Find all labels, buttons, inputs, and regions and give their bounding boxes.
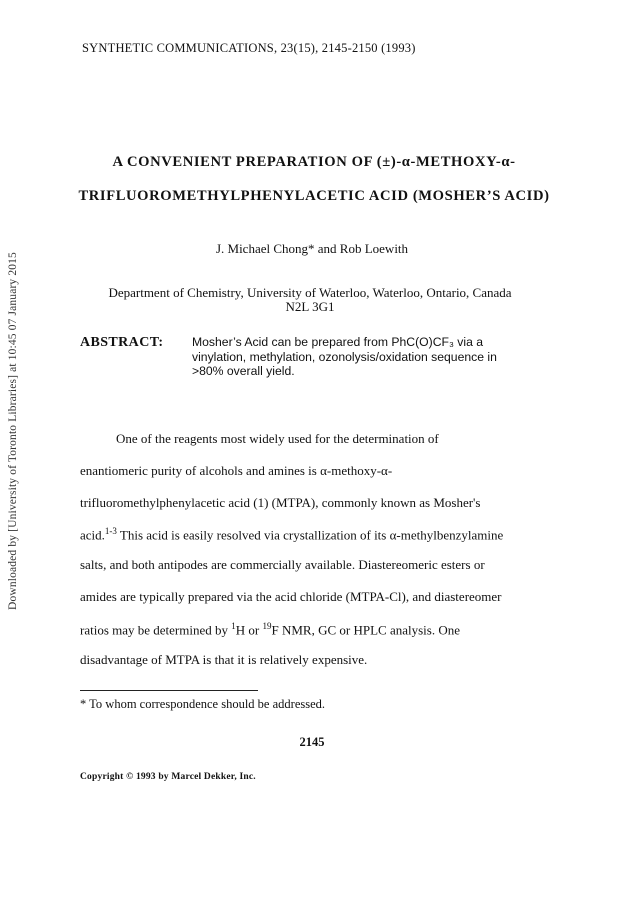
footnote-divider	[80, 690, 258, 691]
body-text: ratios may be determined by	[80, 622, 232, 638]
footnote: * To whom correspondence should be addressed.	[80, 697, 326, 711]
body-text: acid.	[80, 527, 105, 543]
body-line-3: trifluoromethylphenylacetic acid (1) (MTPA), commonly known as Mosher's	[80, 495, 481, 510]
journal-header: SYNTHETIC COMMUNICATIONS, 23(15), 2145-2150 (1993)	[82, 41, 416, 55]
isotope-superscript: 1	[231, 621, 236, 631]
body-line-1: One of the reagents most widely used for the determination of	[116, 431, 439, 446]
page-number: 2145	[299, 735, 325, 749]
body-line-8: disadvantage of MTPA is that it is relatively expensive.	[80, 652, 368, 667]
isotope-superscript: 19	[262, 621, 272, 631]
body-line-2: enantiomeric purity of alcohols and amines is α-methoxy-α-	[80, 463, 393, 478]
body-line-4	[80, 526, 550, 543]
title-line-1: A CONVENIENT PREPARATION OF (±)-α-METHOXY-α-	[112, 154, 516, 170]
authors: J. Michael Chong* and Rob Loewith	[215, 241, 409, 256]
body-line-7	[80, 621, 550, 638]
abstract-line-2: vinylation, methylation, ozonolysis/oxidation sequence in	[192, 349, 497, 364]
copyright: Copyright © 1993 by Marcel Dekker, Inc.	[80, 772, 256, 782]
download-watermark: Downloaded by [University of Toronto Libraries] at 10:45 07 January 2015	[7, 252, 19, 610]
affiliation-line-2: N2L 3G1	[285, 299, 335, 314]
body-line-5: salts, and both antipodes are commercially available. Diastereomeric esters or	[80, 557, 485, 572]
body-line-6: amides are typically prepared via the acid chloride (MTPA-Cl), and diastereomer	[80, 589, 502, 604]
abstract-line-3: >80% overall yield.	[192, 364, 295, 378]
reference-superscript: 1-3	[104, 526, 117, 536]
body-text: H or	[235, 622, 263, 638]
abstract-label: ABSTRACT:	[80, 335, 164, 350]
body-text: F NMR, GC or HPLC analysis. One	[271, 622, 460, 638]
abstract-line-1: Mosher’s Acid can be prepared from PhC(O)CF₃ via a	[192, 335, 484, 349]
abstract-text	[192, 335, 522, 379]
title-line-2: TRIFLUOROMETHYLPHENYLACETIC ACID (MOSHER’S ACID)	[78, 188, 550, 204]
affiliation-line-1: Department of Chemistry, University of Waterloo, Waterloo, Ontario, Canada	[108, 285, 512, 300]
affiliation	[70, 286, 550, 314]
body-text: This acid is easily resolved via crystallization of its α-methylbenzylamine	[116, 527, 504, 543]
